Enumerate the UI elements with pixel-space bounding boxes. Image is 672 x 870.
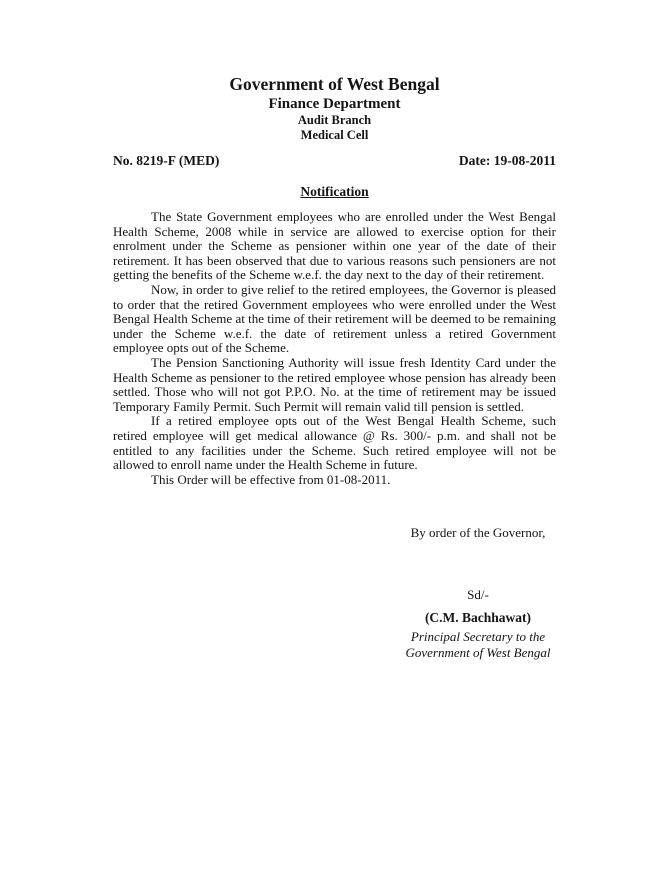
letterhead — [113, 74, 556, 143]
reference-number: No. 8219-F (MED) — [113, 153, 220, 168]
paragraph-3: The Pension Sanctioning Authority will issue fresh Identity Card under the Health Scheme as pensioner to the retired employee whose pension has already been settled. Those who will not got P.P.O. No. at the time of retirement may be issued Temporary Family Permit. Such Permit will remain valid till pension is settled. — [113, 354, 556, 414]
paragraph-5: This Order will be effective from 01-08-2011. — [151, 471, 391, 487]
org-title: Government of West Bengal — [229, 74, 440, 94]
paragraph-4: If a retired employee opts out of the West Bengal Health Scheme, such retired employee will get medical allowance @ Rs. 300/- p.m. and shall not be entitled to any facilities under the Scheme. Such retired employee will not be allowed to enroll name under the Health Scheme in future. — [113, 413, 556, 473]
signatory-name: (C.M. Bachhawat) — [424, 610, 532, 626]
signatory-designation-line2: Government of West Bengal — [405, 645, 551, 661]
signatory-designation-line1: Principal Secretary to the — [410, 629, 546, 645]
paragraph-1: The State Government employees who are enrolled under the West Bengal Health Scheme, 2008 while in service are allowed to exercise option for their enrolment under the Scheme as pensioner within one year of the date of their retirement. It has been observed that due to various reasons such pensioners are not getting the benefits of the Scheme w.e.f. the day next to the day of their retirement. — [113, 209, 556, 283]
by-order-line: By order of the Governor, — [410, 525, 546, 541]
signature-sd: Sd/- — [467, 587, 489, 603]
document-date: Date: 19-08-2011 — [458, 153, 556, 168]
signature-block — [380, 525, 576, 661]
branch-name: Audit Branch — [297, 113, 372, 127]
paragraph-2: Now, in order to give relief to the retired employees, the Governor is pleased to order that the retired Government employees who were enrolled under the West Bengal Health Scheme at the time of their retirement will be deemed to be remaining under the Scheme w.e.f. the date of retirement unless a retired Government employee opts out of the Scheme. — [113, 281, 556, 356]
document-heading: Notification — [300, 184, 369, 199]
document-body — [113, 210, 556, 487]
cell-name: Medical Cell — [300, 128, 369, 142]
reference-row — [113, 153, 556, 169]
department-name: Finance Department — [268, 96, 401, 112]
